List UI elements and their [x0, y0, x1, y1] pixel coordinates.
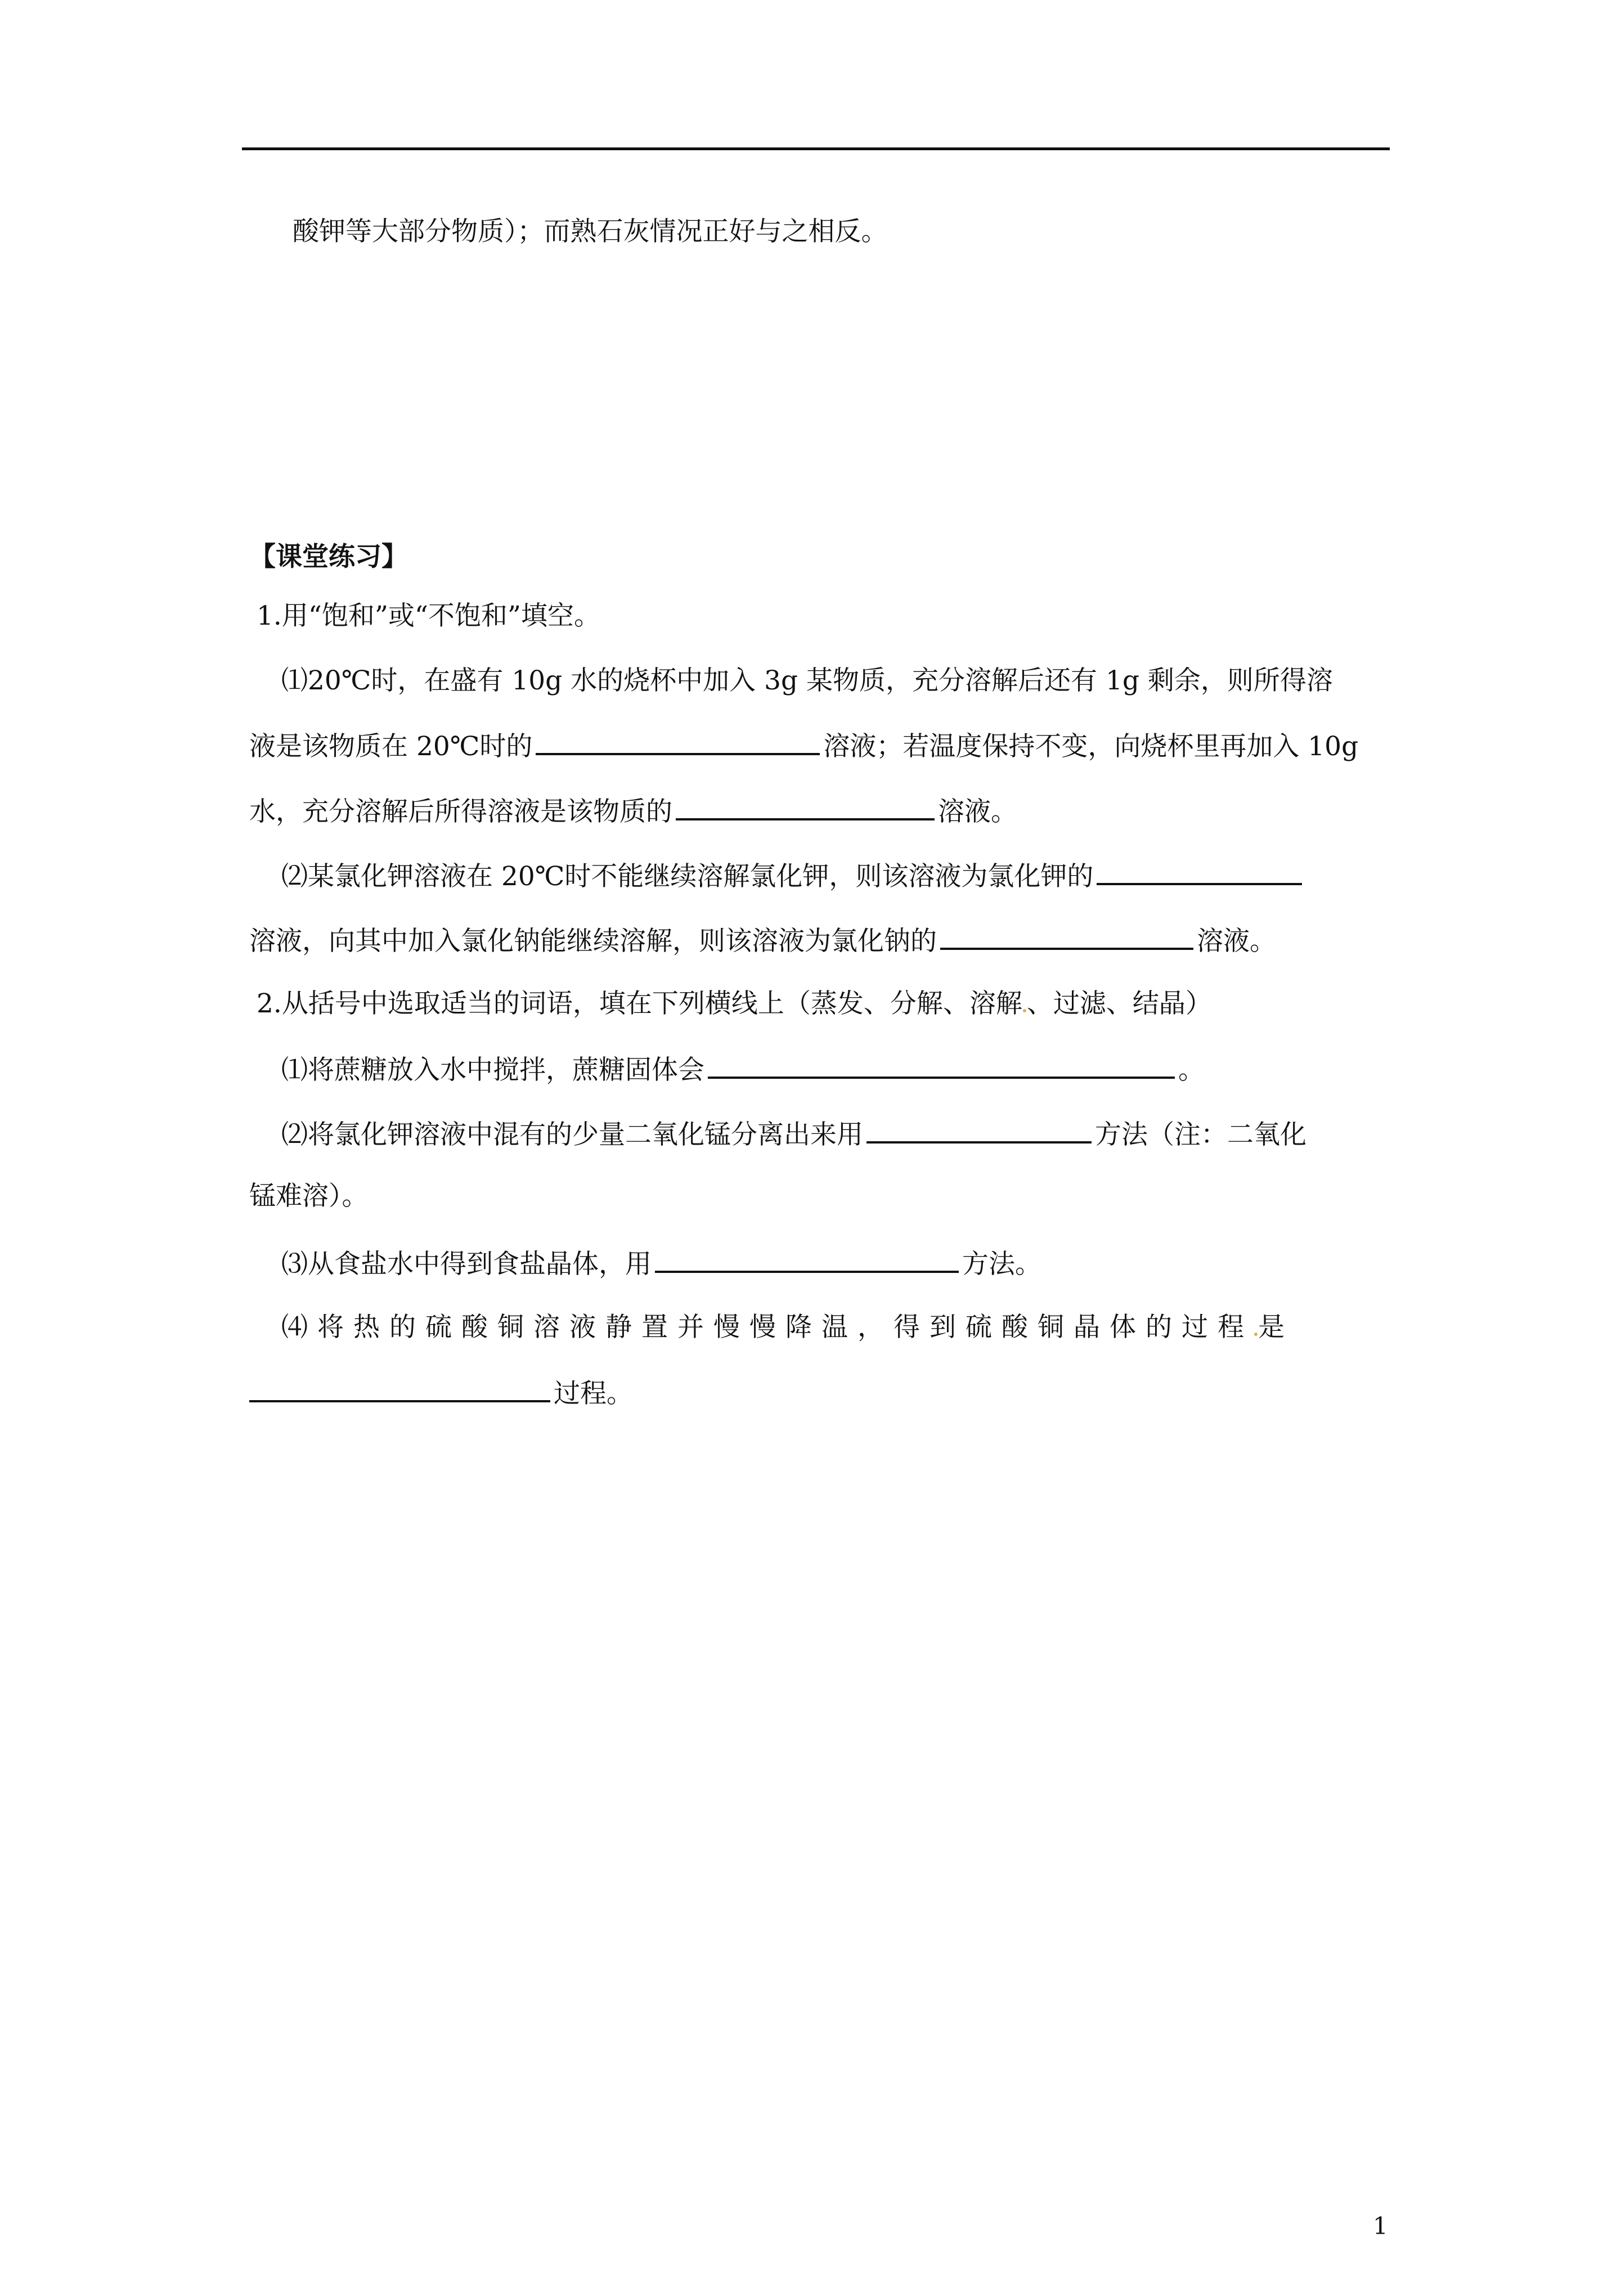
- text-segment: 。: [1178, 1055, 1205, 1086]
- question-1-stem: 1.用“饱和”或“不饱和”填空。: [257, 600, 600, 631]
- answer-blank[interactable]: [655, 1245, 959, 1273]
- question-2-part-4-line-2: [249, 1374, 1397, 1412]
- question-1-part-2-line-2: [249, 922, 1397, 959]
- question-2-stem: [257, 986, 1404, 1022]
- section-heading: 【课堂练习】: [249, 541, 408, 572]
- question-1-part-1-line-2: [249, 727, 1397, 765]
- answer-blank[interactable]: [1097, 857, 1302, 885]
- text-segment: 溶液。: [938, 796, 1017, 827]
- question-1-part-2-line-1: [281, 857, 1429, 895]
- text-segment: 、过滤、结晶）: [1026, 988, 1212, 1019]
- answer-blank[interactable]: [536, 727, 820, 755]
- text-segment: 溶液，向其中加入氯化钠能继续溶解，则该溶液为氯化钠的: [249, 926, 937, 957]
- question-2-part-2-line-1: [281, 1115, 1429, 1153]
- question-1-part-1-line-1: ⑴20℃时，在盛有 10g 水的烧杯中加入 3g 某物质，充分溶解后还有 1g 剩余，则所得溶: [281, 665, 1333, 696]
- text-segment: 方法（注：二氧化: [1095, 1119, 1306, 1150]
- text-segment: 液是该物质在 20℃时的: [249, 731, 533, 762]
- text-segment: ⑷将热的硫酸铜溶液静置并慢慢降温，得到硫酸铜晶体的过程: [281, 1312, 1254, 1343]
- text-segment: ⑶从食盐水中得到食盐晶体，用: [281, 1249, 652, 1280]
- text-segment: 水，充分溶解后所得溶液是该物质的: [249, 796, 672, 827]
- text-segment: 过程。: [554, 1378, 633, 1409]
- question-1-part-1-line-3: [249, 792, 1397, 830]
- answer-blank[interactable]: [676, 792, 935, 820]
- text-segment: ⑵某氯化钾溶液在 20℃时不能继续溶解氯化钾，则该溶液为氯化钾的: [281, 861, 1094, 892]
- question-2-part-3: [281, 1245, 1429, 1282]
- question-2-part-1: [281, 1051, 1429, 1088]
- answer-blank[interactable]: [940, 922, 1193, 950]
- text-segment: 是: [1258, 1312, 1294, 1343]
- header-rule: [242, 147, 1390, 150]
- text-segment: 2.从括号中选取适当的词语，填在下列横线上（蒸发、分解、溶解: [257, 988, 1022, 1019]
- text-segment: 溶液；若温度保持不变，向烧杯里再加入 10g: [823, 731, 1359, 762]
- text-segment: ⑵将氯化钾溶液中混有的少量二氧化锰分离出来用: [281, 1119, 863, 1150]
- text-segment: 方法。: [962, 1249, 1041, 1280]
- answer-blank[interactable]: [249, 1374, 550, 1402]
- text-segment: 溶液。: [1197, 926, 1276, 957]
- question-2-part-2-line-2: 锰难溶）。: [249, 1181, 369, 1212]
- stray-mark: [1254, 1333, 1258, 1336]
- page-number: 1: [1373, 2212, 1388, 2240]
- continuation-text: 酸钾等大部分物质）；而熟石灰情况正好与之相反。: [293, 216, 888, 247]
- answer-blank[interactable]: [866, 1115, 1092, 1143]
- answer-blank[interactable]: [708, 1051, 1175, 1079]
- text-segment: ⑴将蔗糖放入水中搅拌，蔗糖固体会: [281, 1055, 704, 1086]
- stray-mark: [1023, 1009, 1026, 1012]
- question-2-part-4-line-1: [281, 1310, 1429, 1346]
